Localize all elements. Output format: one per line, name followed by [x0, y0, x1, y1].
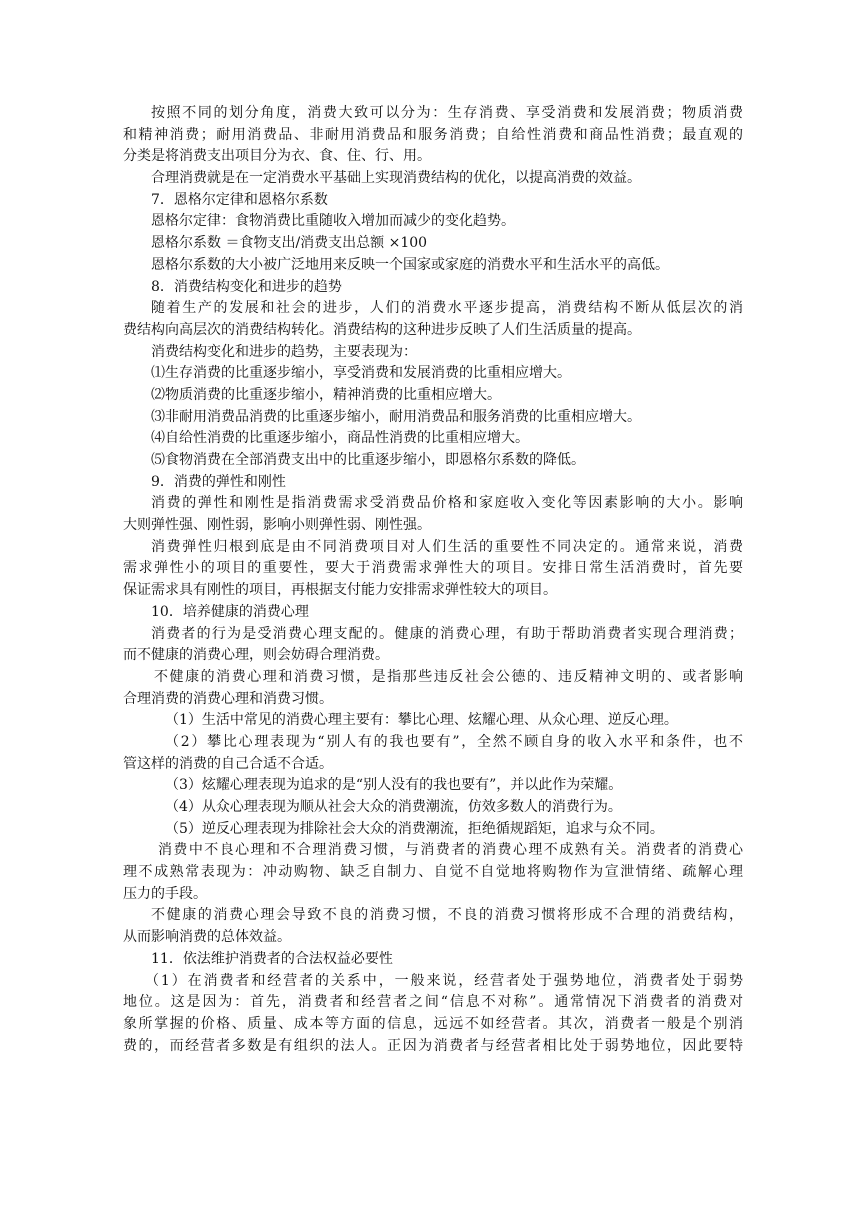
text-line: 消费者的行为是受消费心理支配的。健康的消费心理，有助于帮助消费者实现合理消费；: [151, 625, 743, 642]
text-line: ⑶非耐用消费品消费的比重逐步缩小，耐用消费品和服务消费的比重相应增大。: [151, 408, 641, 425]
text-line: 10．培养健康的消费心理: [151, 603, 309, 620]
text-line: 地位。这是因为：首先，消费者和经营者之间“信息不对称”。通常情况下消费者的消费对: [123, 994, 743, 1011]
text-line: ⑵物质消费的比重逐步缩小，精神消费的比重相应增大。: [151, 386, 501, 403]
text-line: （4）从众心理表现为顺从社会大众的消费潮流，仿效多数人的消费行为。: [165, 799, 622, 815]
text-line: 消费结构变化和进步的趋势，主要表现为：: [151, 343, 417, 360]
text-line: （3）炫耀心理表现为追求的是“别人没有的我也要有”，并以此作为荣耀。: [165, 777, 623, 794]
text-line: 8．消费结构变化和进步的趋势: [151, 278, 342, 295]
text-line: 恩格尔系数的大小被广泛地用来反映一个国家或家庭的消费水平和生活水平的高低。: [151, 256, 669, 273]
text-line: 消费弹性归根到底是由不同消费项目对人们生活的重要性不同决定的。通常来说，消费: [151, 538, 743, 555]
text-line: 大则弹性强、刚性弱，影响小则弹性弱、刚性强。: [123, 517, 431, 534]
text-line: 而不健康的消费心理，则会妨碍合理消费。: [123, 647, 389, 664]
text-line: 消费中不良心理和不合理消费习惯，与消费者的消费心理不成熟有关。消费者的消费心: [158, 842, 743, 859]
text-line: 恩格尔定律：食物消费比重随收入增加而减少的变化趋势。: [151, 213, 515, 230]
text-line: 需求弹性小的项目的重要性，要大于消费需求弹性大的项目。安排日常生活消费时，首先要: [123, 560, 743, 577]
text-line: （2）攀比心理表现为“别人有的我也要有”，全然不顾自身的收入水平和条件，也不: [165, 733, 743, 750]
text-line: （5）逆反心理表现为排除社会大众的消费潮流，拒绝循规蹈矩，追求与众不同。: [165, 820, 664, 837]
document-body: [123, 103, 743, 1057]
text-line: 不健康的消费心理和消费习惯，是指那些违反社会公德的、违反精神文明的、或者影响: [154, 668, 743, 685]
text-line: 9．消费的弹性和刚性: [151, 473, 286, 490]
text-line: 保证需求具有刚性的项目，再根据支付能力安排需求弹性较大的项目。: [123, 582, 557, 599]
text-line: 理不成熟常表现为：冲动购物、缺乏自制力、自觉不自觉地将购物作为宣泄情绪、疏解心理: [123, 864, 743, 881]
text-line: 不健康的消费心理会导致不良的消费习惯，不良的消费习惯将形成不合理的消费结构，: [151, 907, 743, 924]
text-line: ⑸食物消费在全部消费支出中的比重逐步缩小，即恩格尔系数的降低。: [151, 452, 585, 468]
text-line: 压力的手段。: [123, 885, 207, 902]
text-line: 7．恩格尔定律和恩格尔系数: [151, 191, 328, 208]
text-line: 合理消费的消费心理和消费习惯。: [123, 690, 333, 707]
text-line: 合理消费就是在一定消费水平基础上实现消费结构的优化，以提高消费的效益。: [151, 170, 641, 187]
text-line: ⑷自给性消费的比重逐步缩小，商品性消费的比重相应增大。: [151, 430, 529, 447]
text-line: 从而影响消费的总体效益。: [123, 929, 291, 946]
text-line: 象所掌握的价格、质量、成本等方面的信息，远远不如经营者。其次，消费者一般是个别消: [123, 1015, 743, 1032]
text-line: 管这样的消费的自己合适不合适。: [123, 755, 333, 772]
text-line: 按照不同的划分角度，消费大致可以分为：生存消费、享受消费和发展消费；物质消费: [151, 105, 743, 121]
text-line: 恩格尔系数 ＝食物支出/消费支出总额 ×100: [151, 235, 428, 252]
text-line: ⑴生存消费的比重逐步缩小，享受消费和发展消费的比重相应增大。: [151, 365, 571, 382]
text-line: 和精神消费；耐用消费品、非耐用消费品和服务消费；自给性消费和商品性消费；最直观的: [123, 126, 743, 143]
text-line: （1）生活中常见的消费心理主要有：攀比心理、炫耀心理、从众心理、逆反心理。: [165, 712, 678, 729]
text-line: 分类是将消费支出项目分为衣、食、住、行、用。: [123, 148, 431, 165]
text-line: 费结构向高层次的消费结构转化。消费结构的这种进步反映了人们生活质量的提高。: [123, 321, 641, 338]
text-line: 费的，而经营者多数是有组织的法人。正因为消费者与经营者相比处于弱势地位，因此要特: [123, 1037, 743, 1054]
text-line: 消费的弹性和刚性是指消费需求受消费品价格和家庭收入变化等因素影响的大小。影响: [151, 495, 743, 512]
text-line: 随着生产的发展和社会的进步，人们的消费水平逐步提高，消费结构不断从低层次的消: [151, 300, 743, 317]
text-line: 11．依法维护消费者的合法权益必要性: [151, 950, 393, 967]
text-line: （1）在消费者和经营者的关系中，一般来说，经营者处于强势地位，消费者处于弱势: [145, 972, 743, 989]
